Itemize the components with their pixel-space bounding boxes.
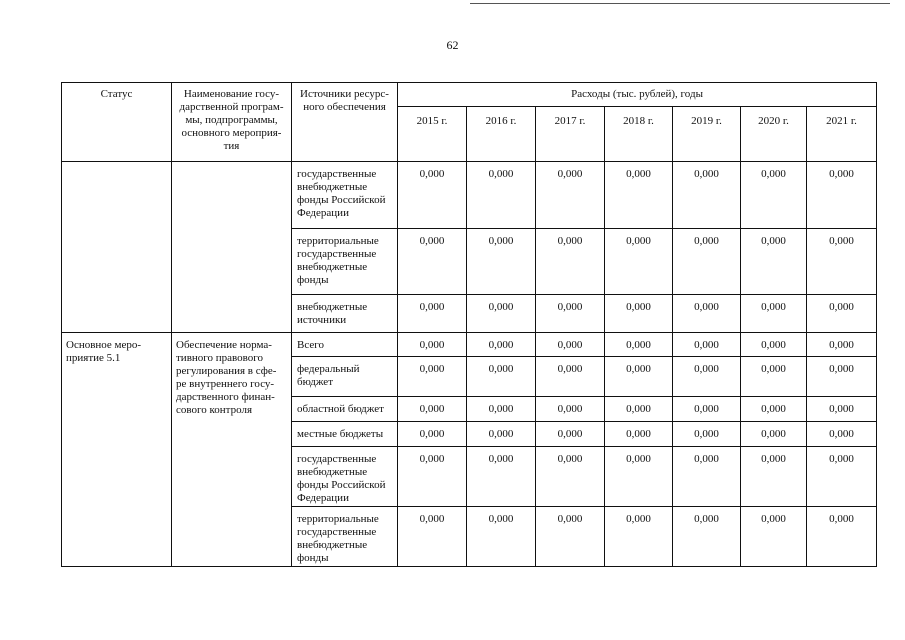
value-cell: 0,000	[807, 357, 877, 397]
value-cell: 0,000	[398, 507, 467, 567]
value-cell: 0,000	[807, 333, 877, 357]
header-year-2017: 2017 г.	[536, 107, 605, 162]
value-cell: 0,000	[467, 422, 536, 447]
value-cell: 0,000	[807, 447, 877, 507]
value-cell: 0,000	[673, 162, 741, 229]
value-cell: 0,000	[673, 422, 741, 447]
table-row	[62, 162, 877, 229]
value-cell: 0,000	[807, 397, 877, 422]
value-cell: 0,000	[605, 447, 673, 507]
value-cell: 0,000	[673, 507, 741, 567]
value-cell: 0,000	[467, 507, 536, 567]
value-cell: 0,000	[807, 229, 877, 295]
header-year-2018: 2018 г.	[605, 107, 673, 162]
value-cell: 0,000	[398, 357, 467, 397]
value-cell: 0,000	[741, 357, 807, 397]
header-year-2015: 2015 г.	[398, 107, 467, 162]
table-body	[62, 162, 877, 567]
header-funding-sources: Источники ресурс- ного обеспечения	[292, 83, 398, 162]
page-number: 62	[446, 38, 459, 52]
value-cell: 0,000	[536, 507, 605, 567]
value-cell: 0,000	[536, 397, 605, 422]
value-cell: 0,000	[398, 397, 467, 422]
value-cell: 0,000	[807, 295, 877, 333]
funding-source-cell: федеральный бюджет	[292, 357, 398, 397]
value-cell: 0,000	[536, 357, 605, 397]
value-cell: 0,000	[605, 397, 673, 422]
value-cell: 0,000	[605, 295, 673, 333]
value-cell: 0,000	[807, 162, 877, 229]
value-cell: 0,000	[605, 357, 673, 397]
value-cell: 0,000	[398, 447, 467, 507]
value-cell: 0,000	[673, 229, 741, 295]
value-cell: 0,000	[741, 295, 807, 333]
value-cell: 0,000	[398, 422, 467, 447]
program-name-cell: Обеспечение норма- тивного правового регулирования в сфе- ре внутреннего госу- дарственного финан- сового контроля	[172, 333, 292, 567]
header-year-2019: 2019 г.	[673, 107, 741, 162]
value-cell: 0,000	[536, 295, 605, 333]
header-year-2016: 2016 г.	[467, 107, 536, 162]
header-status: Статус	[62, 83, 172, 162]
value-cell: 0,000	[536, 447, 605, 507]
header-year-2021: 2021 г.	[807, 107, 877, 162]
value-cell: 0,000	[673, 447, 741, 507]
value-cell: 0,000	[467, 295, 536, 333]
table-row	[62, 333, 877, 357]
value-cell: 0,000	[673, 357, 741, 397]
funding-source-cell: внебюджетные источники	[292, 295, 398, 333]
value-cell: 0,000	[467, 447, 536, 507]
value-cell: 0,000	[467, 397, 536, 422]
status-cell: Основное меро- приятие 5.1	[62, 333, 172, 567]
value-cell: 0,000	[398, 333, 467, 357]
value-cell: 0,000	[398, 229, 467, 295]
funding-source-cell: местные бюджеты	[292, 422, 398, 447]
value-cell: 0,000	[536, 162, 605, 229]
header-program-name: Наименование госу- дарственной програм- мы, подпрограммы, основного мероприя- тия	[172, 83, 292, 162]
funding-source-cell: государственные внебюджетные фонды Российской Федерации	[292, 447, 398, 507]
value-cell: 0,000	[536, 333, 605, 357]
value-cell: 0,000	[605, 422, 673, 447]
value-cell: 0,000	[605, 162, 673, 229]
value-cell: 0,000	[467, 333, 536, 357]
value-cell: 0,000	[741, 507, 807, 567]
value-cell: 0,000	[398, 162, 467, 229]
value-cell: 0,000	[741, 162, 807, 229]
value-cell: 0,000	[741, 229, 807, 295]
value-cell: 0,000	[605, 507, 673, 567]
funding-source-cell: территориальные государственные внебюджетные фонды	[292, 229, 398, 295]
program-name-cell	[172, 162, 292, 333]
value-cell: 0,000	[673, 295, 741, 333]
table-header	[62, 83, 877, 162]
value-cell: 0,000	[536, 229, 605, 295]
value-cell: 0,000	[536, 422, 605, 447]
value-cell: 0,000	[741, 422, 807, 447]
funding-source-cell: областной бюджет	[292, 397, 398, 422]
value-cell: 0,000	[467, 229, 536, 295]
funding-source-cell: территориальные государственные внебюджетные фонды	[292, 507, 398, 567]
value-cell: 0,000	[467, 162, 536, 229]
header-expenses: Расходы (тыс. рублей), годы	[398, 83, 877, 107]
funding-source-cell: государственные внебюджетные фонды Российской Федерации	[292, 162, 398, 229]
header-row	[62, 83, 877, 107]
value-cell: 0,000	[807, 422, 877, 447]
status-cell	[62, 162, 172, 333]
value-cell: 0,000	[673, 333, 741, 357]
value-cell: 0,000	[398, 295, 467, 333]
value-cell: 0,000	[605, 229, 673, 295]
value-cell: 0,000	[467, 357, 536, 397]
top-edge-line	[470, 3, 890, 4]
value-cell: 0,000	[605, 333, 673, 357]
funding-source-cell: Всего	[292, 333, 398, 357]
value-cell: 0,000	[741, 333, 807, 357]
header-year-2020: 2020 г.	[741, 107, 807, 162]
value-cell: 0,000	[741, 397, 807, 422]
value-cell: 0,000	[807, 507, 877, 567]
expenditure-table	[61, 82, 877, 567]
value-cell: 0,000	[741, 447, 807, 507]
value-cell: 0,000	[673, 397, 741, 422]
